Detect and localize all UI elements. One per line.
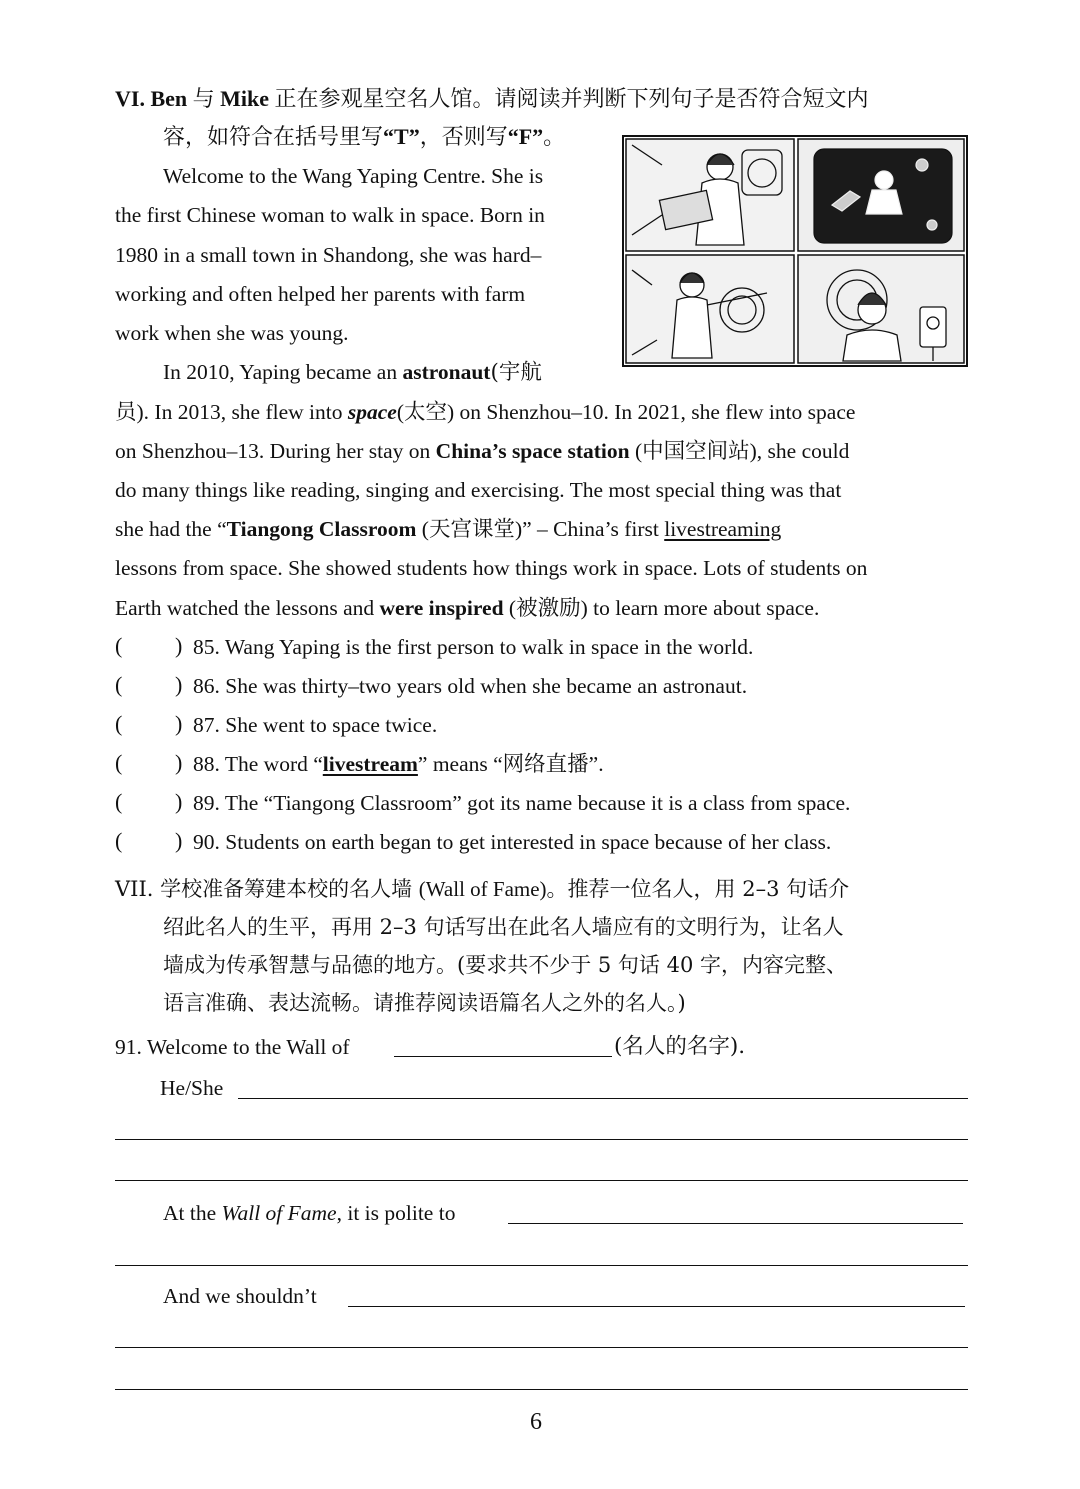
passage-line: Welcome to the Wang Yaping Centre. She is [163, 164, 544, 188]
passage-line: 1980 in a small town in Shandong, she was hard– [115, 243, 542, 267]
name-mike: Mike [220, 86, 270, 111]
section-number: VI. [115, 86, 145, 111]
heading-text: 。 [543, 125, 566, 150]
heading-text: 与 [192, 87, 215, 112]
question-text-part: 88. The word “ [193, 752, 323, 776]
answer-paren-open: ( [115, 750, 123, 775]
answer-paren-close: ) [175, 672, 183, 697]
section7-heading-line2: 绍此名人的生平，再用 2–3 句话写出在此名人墙应有的文明行为，让名人 [163, 915, 844, 939]
question-text [193, 750, 604, 778]
answer-paren-open: ( [115, 633, 123, 658]
panel-spacewalk [814, 149, 952, 243]
prompt-text: At the [163, 1201, 222, 1225]
passage-line: the first Chinese woman to walk in space. Born in [115, 203, 545, 227]
passage-text: In 2010, Yaping became an [163, 360, 403, 384]
keyword-inspired: were inspired [379, 596, 504, 620]
answer-paren-close: ) [175, 789, 183, 814]
passage-text: (宇航 [490, 360, 542, 385]
passage-text: (太空) on Shenzhou–10. In 2021, she flew into space [396, 400, 856, 424]
passage-line: do many things like reading, singing and exercising. The most special thing was that [115, 478, 842, 502]
writing-line[interactable] [115, 1347, 968, 1348]
passage-line [163, 358, 542, 387]
passage-text: (被激励) to learn more about space. [503, 596, 820, 620]
heading-text: VII. 学校准备筹建本校的名人墙 [115, 877, 419, 901]
tf-question-90[interactable] [115, 828, 975, 856]
answer-paren-open: ( [115, 789, 123, 814]
question-text: 89. The “Tiangong Classroom” got its name because it is a class from space. [193, 791, 851, 815]
section7-heading-line1 [115, 875, 849, 903]
keyword-astronaut: astronaut [402, 360, 491, 384]
answer-paren-close: ) [175, 711, 183, 736]
heshe-label: He/She [160, 1076, 224, 1100]
keyword-space-station: China’s space station [435, 439, 630, 463]
passage-text: (天宫课堂)” – China’s first [416, 517, 665, 541]
prompt-text: (名人的名字). [614, 1034, 746, 1059]
tf-question-88[interactable] [115, 750, 975, 778]
question-text: 85. Wang Yaping is the first person to walk in space in the world. [193, 635, 754, 659]
keyword-tiangong: Tiangong Classroom [226, 517, 417, 541]
wall-of-fame-term: Wall of Fame [221, 1201, 337, 1225]
writing-line[interactable] [115, 1180, 968, 1181]
section6-heading-line1 [115, 85, 869, 114]
passage-text: she had the “ [115, 517, 227, 541]
section7-heading-line4: 语言准确、表达流畅。请推荐阅读语篇名人之外的名人。) [163, 991, 686, 1015]
answer-paren-open: ( [115, 711, 123, 736]
question-text-part: ” means “网络直播”. [417, 752, 604, 776]
keyword-livestreaming: livestreaming [664, 517, 782, 541]
writing-line[interactable] [238, 1098, 968, 1099]
name-blank[interactable] [394, 1056, 612, 1057]
keyword-livestream: livestream [322, 752, 418, 776]
polite-label [163, 1199, 455, 1227]
passage-line: work when she was young. [115, 321, 349, 345]
passage-text: (中国空间站), she could [629, 439, 850, 463]
writing-line[interactable] [115, 1389, 968, 1390]
astronaut-illustration [622, 135, 968, 367]
heading-text: 容，如符合在括号里写 [163, 125, 384, 150]
prompt-text: , it is polite to [336, 1201, 456, 1225]
page-number: 6 [530, 1409, 542, 1435]
passage-text: 员). In 2013, she flew into [115, 400, 348, 424]
heading-text: 。推荐一位名人，用 2–3 句话介 [546, 877, 850, 901]
passage-line: lessons from space. She showed students how things work in space. Lots of students on [115, 556, 868, 580]
writing-line[interactable] [115, 1265, 968, 1266]
heading-text: 正在参观星空名人馆。请阅读并判断下列句子是否符合短文内 [274, 87, 869, 112]
tf-question-89[interactable] [115, 789, 975, 817]
passage-text: on Shenzhou–13. During her stay on [115, 439, 436, 463]
writing-line[interactable] [348, 1306, 965, 1307]
answer-T: “T” [383, 124, 420, 149]
answer-paren-close: ) [175, 633, 183, 658]
q91-line [115, 1033, 350, 1061]
tf-question-87[interactable] [115, 711, 975, 739]
prompt-text: 91. Welcome to the Wall of [115, 1035, 350, 1059]
section7-heading-line3: 墙成为传承智慧与品德的地方。(要求共不少于 5 句话 40 字，内容完整、 [163, 953, 847, 977]
tf-question-85[interactable] [115, 633, 975, 661]
passage-line [115, 594, 819, 622]
passage-line [115, 398, 855, 426]
answer-F: “F” [507, 124, 544, 149]
question-text: 86. She was thirty–two years old when she became an astronaut. [193, 674, 748, 698]
heading-text: ，否则写 [419, 125, 508, 150]
name-ben: Ben [150, 86, 188, 111]
answer-paren-close: ) [175, 750, 183, 775]
passage-line [115, 437, 849, 465]
shouldnt-label: And we shouldn’t [163, 1284, 317, 1308]
answer-paren-close: ) [175, 828, 183, 853]
answer-paren-open: ( [115, 672, 123, 697]
passage-line [115, 515, 781, 543]
wall-of-fame-term: (Wall of Fame) [418, 877, 547, 901]
passage-text: Earth watched the lessons and [115, 596, 380, 620]
question-text: 90. Students on earth began to get interested in space because of her class. [193, 830, 832, 854]
keyword-space: space [347, 400, 397, 424]
section6-heading-line2 [163, 123, 565, 152]
question-text: 87. She went to space twice. [193, 713, 438, 737]
writing-line[interactable] [115, 1139, 968, 1140]
answer-paren-open: ( [115, 828, 123, 853]
passage-line: working and often helped her parents with farm [115, 282, 526, 306]
writing-line[interactable] [508, 1223, 963, 1224]
tf-question-86[interactable] [115, 672, 975, 700]
